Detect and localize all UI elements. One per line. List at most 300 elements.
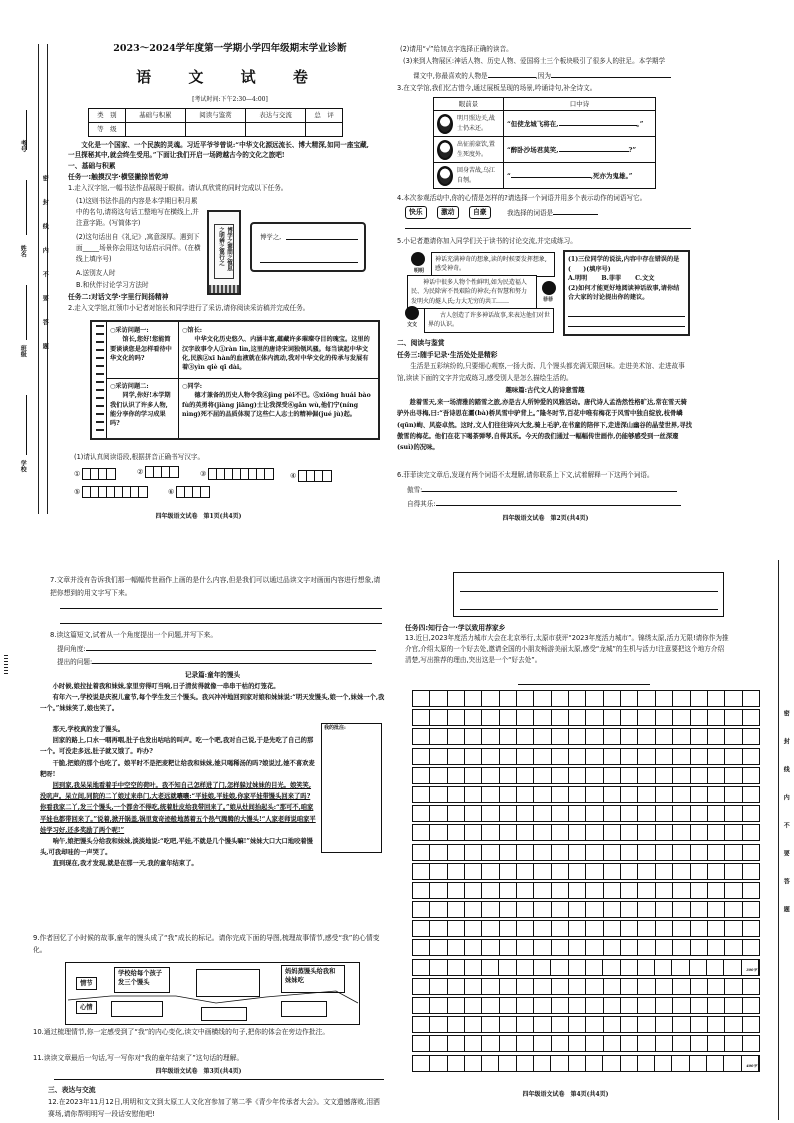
grid-cell[interactable] — [500, 940, 517, 955]
pinyin-box-3[interactable]: ③ — [200, 468, 274, 480]
grid-cell[interactable] — [707, 1056, 724, 1071]
grid-cell[interactable] — [500, 1036, 517, 1051]
grid-cell[interactable] — [534, 787, 551, 802]
grid-cell[interactable] — [691, 940, 708, 955]
grid-cell[interactable] — [708, 787, 725, 802]
grid-cell[interactable] — [621, 921, 638, 936]
grid-row[interactable] — [412, 728, 760, 745]
grid-row[interactable] — [412, 997, 760, 1014]
grid-cell[interactable] — [430, 1017, 447, 1032]
grid-cell[interactable] — [673, 825, 690, 840]
grid-cell[interactable] — [621, 979, 638, 994]
grid-cell[interactable] — [569, 768, 586, 783]
grid-cell[interactable] — [482, 940, 499, 955]
grid-cell[interactable] — [708, 940, 725, 955]
grid-cell[interactable] — [708, 710, 725, 725]
grid-cell[interactable] — [621, 749, 638, 764]
grid-cell[interactable] — [586, 940, 603, 955]
grid-cell[interactable] — [500, 825, 517, 840]
grid-cell[interactable] — [673, 864, 690, 879]
grid-cell[interactable] — [482, 998, 499, 1013]
grid-cell[interactable] — [482, 1036, 499, 1051]
grid-cell[interactable] — [743, 1036, 759, 1051]
grid-cell[interactable] — [621, 729, 638, 744]
grid-cell[interactable] — [691, 864, 708, 879]
grid-cell[interactable] — [604, 787, 621, 802]
q4-answer-line[interactable] — [405, 228, 691, 229]
grid-cell[interactable] — [638, 864, 655, 879]
grid-cell[interactable] — [430, 998, 447, 1013]
grid-cell[interactable] — [465, 787, 482, 802]
grid-cell[interactable] — [708, 864, 725, 879]
grid-cell[interactable] — [586, 883, 603, 898]
grid-cell[interactable] — [708, 979, 725, 994]
grid-row[interactable] — [412, 901, 760, 918]
grid-cell[interactable] — [621, 1056, 638, 1071]
annotation-box[interactable]: 我的批注: — [321, 723, 382, 853]
grid-cell[interactable] — [691, 768, 708, 783]
grid-cell[interactable] — [552, 749, 569, 764]
grid-cell[interactable] — [482, 749, 499, 764]
grid-cell[interactable] — [569, 960, 586, 975]
grid-cell[interactable] — [691, 691, 708, 706]
grid-cell[interactable] — [569, 921, 586, 936]
grid-cell[interactable] — [586, 729, 603, 744]
grid-cell[interactable] — [708, 729, 725, 744]
grid-cell[interactable] — [552, 845, 569, 860]
grade-cell[interactable] — [246, 123, 306, 137]
grid-cell[interactable] — [499, 960, 516, 975]
grid-cell[interactable] — [656, 998, 673, 1013]
grid-cell[interactable] — [604, 845, 621, 860]
grid-row[interactable] — [412, 767, 760, 784]
grid-cell[interactable] — [569, 729, 586, 744]
grid-cell[interactable] — [743, 845, 759, 860]
grid-cell[interactable] — [500, 768, 517, 783]
grid-cell[interactable] — [413, 691, 430, 706]
grid-cell[interactable] — [517, 902, 534, 917]
grid-cell[interactable] — [621, 1036, 638, 1051]
grid-cell[interactable] — [621, 902, 638, 917]
grid-cell[interactable] — [517, 787, 534, 802]
grid-cell[interactable] — [448, 749, 465, 764]
grid-cell[interactable] — [517, 960, 534, 975]
grid-cell[interactable] — [413, 1036, 430, 1051]
grid-cell[interactable] — [569, 691, 586, 706]
grid-cell[interactable] — [465, 825, 482, 840]
grid-cell[interactable] — [656, 768, 673, 783]
q1-answer-line-2[interactable] — [260, 254, 358, 263]
grid-cell[interactable] — [500, 902, 517, 917]
grid-cell[interactable] — [448, 845, 465, 860]
poem-blank-1[interactable] — [559, 118, 637, 126]
grid-cell[interactable] — [725, 998, 742, 1013]
grid-cell[interactable] — [552, 825, 569, 840]
grid-cell[interactable] — [673, 998, 690, 1013]
grid-cell[interactable] — [448, 768, 465, 783]
grid-cell[interactable] — [534, 1056, 551, 1071]
grid-cell[interactable] — [500, 749, 517, 764]
grid-cell[interactable] — [586, 710, 603, 725]
grid-cell[interactable] — [482, 902, 499, 917]
grid-cell[interactable] — [638, 768, 655, 783]
grid-cell[interactable] — [743, 940, 759, 955]
q11-answer-line[interactable] — [54, 1079, 384, 1080]
grid-cell[interactable] — [604, 1036, 621, 1051]
grid-cell[interactable] — [448, 1056, 465, 1071]
grade-cell[interactable] — [125, 123, 185, 137]
grid-cell[interactable] — [430, 787, 447, 802]
grid-cell[interactable] — [482, 845, 499, 860]
grid-cell[interactable] — [638, 960, 655, 975]
grid-cell[interactable] — [534, 998, 551, 1013]
grid-cell[interactable] — [603, 960, 620, 975]
grid-cell[interactable] — [638, 921, 655, 936]
word-option-proud[interactable]: 自豪 — [469, 206, 491, 219]
grid-cell[interactable] — [708, 883, 725, 898]
grid-cell[interactable] — [673, 979, 690, 994]
grid-cell[interactable] — [413, 787, 430, 802]
grid-cell[interactable] — [552, 1036, 569, 1051]
grid-row[interactable] — [412, 690, 760, 707]
grid-row[interactable] — [412, 959, 760, 976]
grid-cell[interactable] — [621, 940, 638, 955]
grid-cell[interactable] — [551, 1056, 568, 1071]
grid-cell[interactable] — [517, 729, 534, 744]
grid-cell[interactable] — [517, 1036, 534, 1051]
grid-cell[interactable] — [691, 825, 708, 840]
grid-cell[interactable] — [604, 1017, 621, 1032]
grid-row[interactable] — [412, 920, 760, 937]
grid-cell[interactable] — [725, 787, 742, 802]
grid-cell[interactable] — [482, 1017, 499, 1032]
grid-cell[interactable] — [413, 749, 430, 764]
grid-cell[interactable] — [430, 806, 447, 821]
grid-cell[interactable] — [448, 979, 465, 994]
grid-row[interactable] — [412, 824, 760, 841]
grid-cell[interactable] — [604, 825, 621, 840]
grid-cell[interactable] — [552, 921, 569, 936]
grid-cell[interactable] — [586, 806, 603, 821]
grid-cell[interactable] — [586, 960, 603, 975]
grid-row[interactable] — [412, 805, 760, 822]
grid-cell[interactable] — [708, 806, 725, 821]
grid-cell[interactable] — [569, 1017, 586, 1032]
grid-cell[interactable] — [655, 1056, 672, 1071]
school-field[interactable] — [26, 395, 27, 455]
grid-cell[interactable] — [534, 749, 551, 764]
grid-cell[interactable] — [691, 845, 708, 860]
grid-cell[interactable] — [604, 768, 621, 783]
grid-cell[interactable] — [413, 883, 430, 898]
grid-cell[interactable] — [743, 710, 759, 725]
grid-cell[interactable] — [604, 921, 621, 936]
grid-cell[interactable] — [638, 1056, 655, 1071]
grid-cell[interactable] — [465, 768, 482, 783]
grid-cell[interactable] — [586, 902, 603, 917]
grid-cell[interactable] — [725, 1036, 742, 1051]
pinyin-box-1[interactable]: ① — [74, 468, 116, 480]
grid-cell[interactable] — [604, 806, 621, 821]
grid-cell[interactable] — [708, 1036, 725, 1051]
grid-cell[interactable] — [430, 979, 447, 994]
grid-cell[interactable] — [656, 940, 673, 955]
grid-cell[interactable] — [708, 998, 725, 1013]
grid-cell[interactable] — [604, 883, 621, 898]
grid-cell[interactable] — [638, 806, 655, 821]
grid-cell[interactable] — [586, 1056, 603, 1071]
grid-row[interactable] — [412, 1055, 760, 1072]
grid-cell[interactable] — [656, 902, 673, 917]
grid-cell[interactable] — [673, 806, 690, 821]
grid-cell[interactable] — [708, 845, 725, 860]
grid-cell[interactable] — [552, 787, 569, 802]
grid-cell[interactable] — [621, 1017, 638, 1032]
grid-cell[interactable] — [534, 691, 551, 706]
grid-cell[interactable] — [586, 691, 603, 706]
grid-cell[interactable] — [743, 1017, 759, 1032]
grid-cell[interactable] — [656, 864, 673, 879]
grid-cell[interactable] — [465, 845, 482, 860]
grid-cell[interactable] — [500, 883, 517, 898]
grid-cell[interactable] — [413, 979, 430, 994]
grid-cell[interactable] — [743, 787, 759, 802]
grid-cell[interactable] — [413, 1017, 430, 1032]
grid-cell[interactable] — [586, 1036, 603, 1051]
grid-cell[interactable] — [725, 710, 742, 725]
grid-cell[interactable] — [413, 768, 430, 783]
pinyin-box-2[interactable]: ② — [137, 466, 179, 478]
grid-cell[interactable] — [552, 710, 569, 725]
grid-cell[interactable] — [604, 749, 621, 764]
grid-cell[interactable] — [656, 1017, 673, 1032]
grid-cell[interactable] — [673, 921, 690, 936]
grid-cell[interactable] — [673, 710, 690, 725]
grid-cell[interactable] — [586, 921, 603, 936]
grid-cell[interactable] — [621, 768, 638, 783]
q7-answer-line-1[interactable] — [60, 608, 382, 609]
grid-cell[interactable] — [413, 864, 430, 879]
grid-cell[interactable] — [673, 787, 690, 802]
grid-cell[interactable] — [482, 825, 499, 840]
grid-cell[interactable] — [673, 749, 690, 764]
grid-row[interactable] — [412, 882, 760, 899]
grid-cell[interactable] — [551, 960, 568, 975]
grid-cell[interactable] — [413, 825, 430, 840]
grid-cell[interactable] — [621, 960, 638, 975]
grid-cell[interactable] — [552, 806, 569, 821]
grid-cell[interactable] — [465, 864, 482, 879]
q7-answer-line-2[interactable] — [60, 623, 382, 624]
grid-cell[interactable] — [691, 998, 708, 1013]
grid-cell[interactable] — [743, 979, 759, 994]
grid-cell[interactable] — [517, 1056, 534, 1071]
grid-cell[interactable] — [656, 883, 673, 898]
grid-cell[interactable] — [500, 806, 517, 821]
grid-cell[interactable] — [691, 729, 708, 744]
q12-answer-box[interactable] — [453, 572, 724, 617]
q8-question-field[interactable] — [92, 656, 372, 664]
grid-cell[interactable] — [465, 1056, 482, 1071]
essay-title-line[interactable] — [518, 684, 650, 685]
grid-cell[interactable] — [534, 825, 551, 840]
grid-cell[interactable] — [569, 806, 586, 821]
grid-cell[interactable] — [743, 691, 759, 706]
grid-cell[interactable] — [743, 806, 759, 821]
grid-cell[interactable] — [672, 960, 689, 975]
grid-cell[interactable] — [430, 749, 447, 764]
grid-cell[interactable] — [604, 691, 621, 706]
grid-cell[interactable] — [430, 1056, 447, 1071]
q6-answer-2[interactable] — [436, 498, 681, 506]
grid-cell[interactable] — [743, 825, 759, 840]
grid-cell[interactable] — [690, 1056, 707, 1071]
grid-cell[interactable] — [465, 806, 482, 821]
grid-cell[interactable] — [655, 960, 672, 975]
grid-cell[interactable] — [569, 864, 586, 879]
grid-cell[interactable] — [621, 883, 638, 898]
grid-cell[interactable] — [465, 710, 482, 725]
grid-cell[interactable] — [673, 883, 690, 898]
grid-cell[interactable] — [448, 940, 465, 955]
grid-cell[interactable] — [725, 729, 742, 744]
grid-cell[interactable] — [500, 998, 517, 1013]
grid-cell[interactable] — [448, 806, 465, 821]
grid-cell[interactable] — [534, 979, 551, 994]
grid-cell[interactable] — [656, 749, 673, 764]
grid-cell[interactable] — [586, 998, 603, 1013]
grid-cell[interactable] — [604, 902, 621, 917]
grid-cell[interactable] — [673, 902, 690, 917]
grid-cell[interactable] — [465, 960, 482, 975]
grid-cell[interactable] — [621, 825, 638, 840]
grid-row[interactable] — [412, 748, 760, 765]
grid-cell[interactable] — [621, 787, 638, 802]
grid-cell[interactable] — [517, 940, 534, 955]
grid-cell[interactable] — [638, 825, 655, 840]
grid-cell[interactable] — [430, 710, 447, 725]
grid-cell[interactable] — [673, 1036, 690, 1051]
grid-cell[interactable] — [448, 921, 465, 936]
grid-cell[interactable] — [430, 825, 447, 840]
pinyin-box-6[interactable]: ⑥ — [168, 486, 210, 498]
grid-cell[interactable] — [656, 729, 673, 744]
grid-cell[interactable] — [517, 1017, 534, 1032]
grid-cell[interactable] — [552, 940, 569, 955]
grid-cell[interactable] — [500, 921, 517, 936]
grid-cell[interactable] — [413, 960, 430, 975]
grid-cell[interactable] — [586, 768, 603, 783]
grid-cell[interactable] — [517, 979, 534, 994]
grid-cell[interactable] — [465, 940, 482, 955]
grid-cell[interactable] — [552, 729, 569, 744]
grid-cell[interactable] — [743, 883, 759, 898]
grid-cell[interactable] — [534, 768, 551, 783]
grid-cell[interactable] — [638, 691, 655, 706]
grid-cell[interactable] — [465, 921, 482, 936]
grid-cell[interactable] — [672, 1056, 689, 1071]
grid-cell[interactable] — [569, 979, 586, 994]
grid-cell[interactable] — [430, 940, 447, 955]
grid-cell[interactable] — [552, 998, 569, 1013]
grid-cell[interactable] — [413, 921, 430, 936]
grid-cell[interactable] — [482, 768, 499, 783]
grid-cell[interactable] — [621, 998, 638, 1013]
grid-cell[interactable] — [725, 749, 742, 764]
grid-cell[interactable] — [517, 921, 534, 936]
grid-cell[interactable] — [534, 940, 551, 955]
grid-cell[interactable] — [534, 845, 551, 860]
grid-cell[interactable] — [465, 1036, 482, 1051]
poem-blank-3[interactable] — [511, 170, 591, 178]
grid-cell[interactable] — [691, 710, 708, 725]
grid-cell[interactable] — [430, 960, 447, 975]
grid-cell[interactable] — [465, 1017, 482, 1032]
grid-cell[interactable] — [656, 1036, 673, 1051]
grid-cell[interactable] — [552, 902, 569, 917]
grid-cell[interactable] — [517, 768, 534, 783]
grid-cell[interactable] — [500, 864, 517, 879]
grid-cell[interactable] — [569, 787, 586, 802]
grid-cell[interactable] — [500, 710, 517, 725]
grid-cell[interactable] — [465, 691, 482, 706]
grade-cell[interactable] — [185, 123, 245, 137]
grid-cell[interactable] — [604, 979, 621, 994]
grid-cell[interactable] — [708, 902, 725, 917]
grid-cell[interactable] — [465, 902, 482, 917]
pinyin-box-4[interactable]: ④ — [290, 470, 332, 482]
grid-cell[interactable] — [482, 1056, 499, 1071]
grid-cell[interactable] — [517, 845, 534, 860]
grid-cell[interactable] — [517, 749, 534, 764]
grid-cell[interactable] — [413, 998, 430, 1013]
grid-cell[interactable] — [586, 845, 603, 860]
grid-cell[interactable] — [724, 960, 741, 975]
grid-cell[interactable] — [499, 1056, 516, 1071]
grid-cell[interactable] — [482, 787, 499, 802]
grid-cell[interactable] — [586, 1017, 603, 1032]
grid-row[interactable] — [412, 1016, 760, 1033]
grid-cell[interactable] — [534, 864, 551, 879]
grid-cell[interactable] — [656, 691, 673, 706]
grid-cell[interactable] — [430, 691, 447, 706]
grid-cell[interactable] — [465, 883, 482, 898]
grid-cell[interactable] — [586, 864, 603, 879]
grid-cell[interactable] — [673, 729, 690, 744]
grid-cell[interactable] — [708, 749, 725, 764]
grid-cell[interactable] — [604, 710, 621, 725]
grid-cell[interactable] — [552, 691, 569, 706]
grid-cell[interactable] — [430, 845, 447, 860]
grid-cell[interactable] — [621, 691, 638, 706]
grid-cell[interactable] — [482, 921, 499, 936]
grid-cell[interactable] — [448, 883, 465, 898]
q5-answer-line-1[interactable] — [568, 307, 685, 317]
grid-cell[interactable] — [569, 1056, 586, 1071]
pinyin-box-5[interactable]: ⑤ — [74, 486, 148, 498]
grid-cell[interactable] — [708, 825, 725, 840]
grid-cell[interactable] — [448, 787, 465, 802]
grid-cell[interactable] — [482, 729, 499, 744]
grid-cell[interactable] — [413, 729, 430, 744]
grid-cell[interactable] — [603, 1056, 620, 1071]
grid-cell[interactable] — [413, 1056, 430, 1071]
grid-cell[interactable] — [638, 1036, 655, 1051]
q6-answer-1[interactable] — [422, 484, 677, 492]
grid-cell[interactable] — [534, 883, 551, 898]
grid-cell[interactable] — [725, 883, 742, 898]
grid-cell[interactable] — [500, 1017, 517, 1032]
